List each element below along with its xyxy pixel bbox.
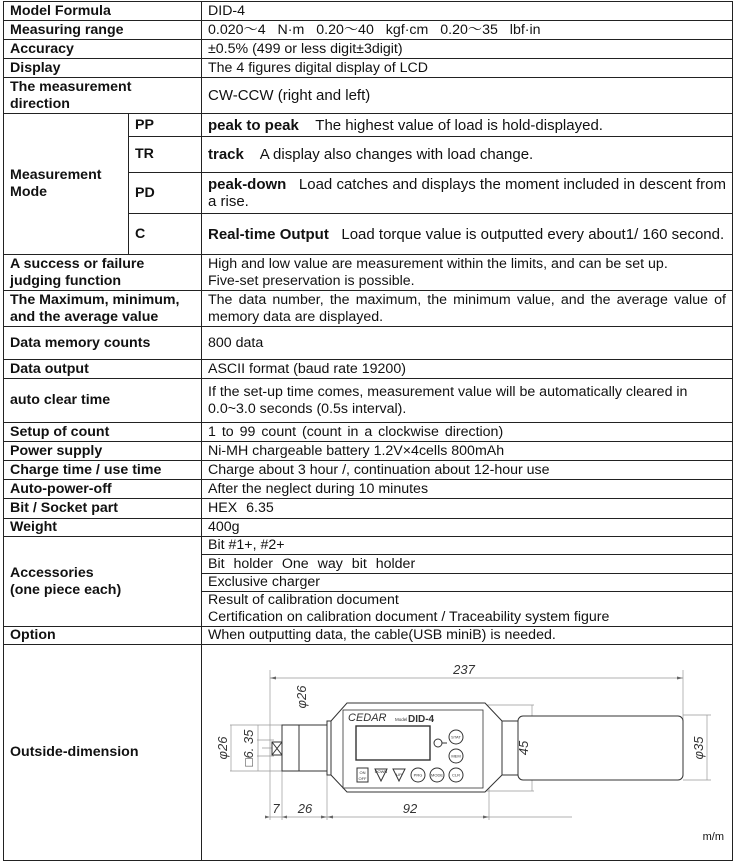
label-judging-function: A success or failure judging function [4, 255, 202, 291]
dimension-drawing [202, 645, 732, 855]
value-max-min-avg: The data number, the maximum, the minimum value, and the average value of memory data are displayed. [202, 291, 733, 327]
svg-text:DOWN: DOWN [374, 769, 388, 774]
value-setup-of-count: 1 to 99 count (count in a clockwise direction) [202, 423, 733, 442]
accessory-item: Result of calibration document [208, 592, 399, 608]
device-outline [272, 703, 683, 792]
dim-body-length: 92 [402, 801, 418, 816]
value-measuring-range: 0.020〜4 N·m 0.20〜40 kgf·cm 0.20〜35 lbf·in [202, 21, 733, 40]
row-auto-power-off [4, 480, 733, 499]
label-accessories [4, 537, 202, 627]
row-setup-of-count [4, 423, 733, 442]
svg-text:MODE: MODE [431, 772, 443, 778]
mode-name-c: Real-time Output [208, 225, 329, 243]
accessory-item-calibration [202, 592, 733, 627]
label-measurement-direction: The measurement direction [4, 78, 202, 114]
row-charge-use-time [4, 461, 733, 480]
accessory-item: Certification on calibration document / Traceability system figure [208, 609, 610, 625]
value-option: When outputting data, the cable(USB miniB) is needed. [202, 627, 733, 645]
row-bit-socket [4, 499, 733, 519]
row-mode-pp [4, 114, 733, 137]
value-data-memory-counts: 800 data [202, 327, 733, 360]
dim-total-length: 237 [453, 662, 475, 677]
dim-collar-length: 26 [297, 801, 313, 816]
label-max-min-avg: The Maximum, minimum, and the average value [4, 291, 202, 327]
label-data-output: Data output [4, 360, 202, 379]
value-auto-power-off: After the neglect during 10 minutes [202, 480, 733, 499]
mode-text-pd: Load catches and displays the moment included in descent from a rise. [208, 176, 726, 210]
row-outside-dimension [4, 645, 733, 861]
label-charge-use-time: Charge time / use time [4, 461, 202, 480]
mode-text-tr: A display also changes with load change. [259, 146, 534, 163]
mode-name-tr: track [208, 146, 244, 163]
label-setup-of-count: Setup of count [4, 423, 202, 442]
label-auto-power-off: Auto-power-off [4, 480, 202, 499]
mode-desc-pp [202, 114, 733, 137]
value-weight: 400g [202, 519, 733, 537]
dim-hex-size: □6. 35 [241, 729, 256, 767]
mode-name-pp: peak to peak [208, 116, 299, 134]
svg-text:CLR: CLR [451, 772, 461, 778]
svg-text:MEM: MEM [451, 753, 461, 759]
dim-tip-length: 7 [272, 801, 280, 816]
label-power-supply: Power supply [4, 442, 202, 461]
value-auto-clear-time: If the set-up time comes, measurement value will be automatically cleared in 0.0~3.0 seconds (0.5s interval). [202, 379, 733, 423]
dim-collar-diameter: φ26 [294, 685, 309, 709]
brand-label: CEDAR [348, 712, 387, 724]
dim-body-height: 45 [516, 740, 531, 756]
label-data-memory-counts: Data memory counts [4, 327, 202, 360]
label-weight: Weight [4, 519, 202, 537]
label-model-formula: Model Formula [4, 2, 202, 21]
judging-line-2: Five-set preservation is possible. [208, 272, 415, 289]
label-display: Display [4, 59, 202, 78]
row-accuracy [4, 40, 733, 59]
row-measurement-direction [4, 78, 733, 114]
value-accuracy: ±0.5% (499 or less digit±3digit) [202, 40, 733, 59]
row-auto-clear-time [4, 379, 733, 423]
mode-desc-pd [202, 173, 733, 214]
row-weight [4, 519, 733, 537]
svg-text:OFF: OFF [358, 776, 367, 781]
label-outside-dimension: Outside-dimension [4, 645, 202, 861]
row-power-supply [4, 442, 733, 461]
label-auto-clear-time: auto clear time [4, 379, 202, 423]
row-option [4, 627, 733, 645]
accessory-item: Bit holder One way bit holder [202, 555, 733, 574]
mode-code-tr: TR [129, 137, 202, 173]
svg-text:PRG: PRG [413, 772, 423, 778]
accessories-label-line-2: (one piece each) [10, 581, 122, 598]
specification-table [3, 1, 733, 861]
row-data-memory-counts [4, 327, 733, 360]
accessory-item: Exclusive charger [202, 574, 733, 592]
svg-text:ON: ON [359, 770, 366, 775]
accessory-item: Bit #1+, #2+ [202, 537, 733, 555]
dim-tip-diameter: φ26 [215, 736, 230, 760]
value-model-formula: DID-4 [202, 2, 733, 21]
mode-name-pd: peak-down [208, 176, 287, 193]
accessories-label-line-1: Accessories [10, 564, 94, 581]
label-option: Option [4, 627, 202, 645]
row-measuring-range [4, 21, 733, 40]
value-charge-use-time: Charge about 3 hour /, continuation about 12-hour use [202, 461, 733, 480]
label-bit-socket: Bit / Socket part [4, 499, 202, 519]
row-judging-function [4, 255, 733, 291]
dimension-drawing-cell [202, 645, 733, 861]
value-bit-socket: HEX 6.35 [202, 499, 733, 519]
row-model-formula [4, 2, 733, 21]
mode-code-c: C [129, 214, 202, 255]
mode-desc-c [202, 214, 733, 255]
mode-desc-tr [202, 137, 733, 173]
row-display [4, 59, 733, 78]
mode-code-pp: PP [129, 114, 202, 137]
row-accessory-1 [4, 537, 733, 555]
mode-text-pp: The highest value of load is hold-displayed. [315, 116, 603, 134]
svg-text:STAT: STAT [451, 734, 461, 740]
label-accuracy: Accuracy [4, 40, 202, 59]
row-max-min-avg [4, 291, 733, 327]
model-label: DID-4 [408, 714, 435, 725]
label-measurement-mode: Measurement Mode [4, 114, 129, 255]
svg-text:UP: UP [396, 772, 402, 777]
model-prefix-label: Model [395, 717, 408, 722]
dim-grip-diameter: φ35 [691, 736, 706, 760]
row-data-output [4, 360, 733, 379]
unit-label: m/m [702, 831, 724, 843]
value-power-supply: Ni-MH chargeable battery 1.2V×4cells 800mAh [202, 442, 733, 461]
value-display: The 4 figures digital display of LCD [202, 59, 733, 78]
value-judging-function [202, 255, 733, 291]
judging-line-1: High and low value are measurement within the limits, and can be set up. [208, 255, 668, 272]
value-measurement-direction: CW-CCW (right and left) [202, 78, 733, 114]
label-measuring-range: Measuring range [4, 21, 202, 40]
value-data-output: ASCII format (baud rate 19200) [202, 360, 733, 379]
mode-code-pd: PD [129, 173, 202, 214]
mode-text-c: Load torque value is outputted every about1/ 160 second. [341, 225, 725, 243]
